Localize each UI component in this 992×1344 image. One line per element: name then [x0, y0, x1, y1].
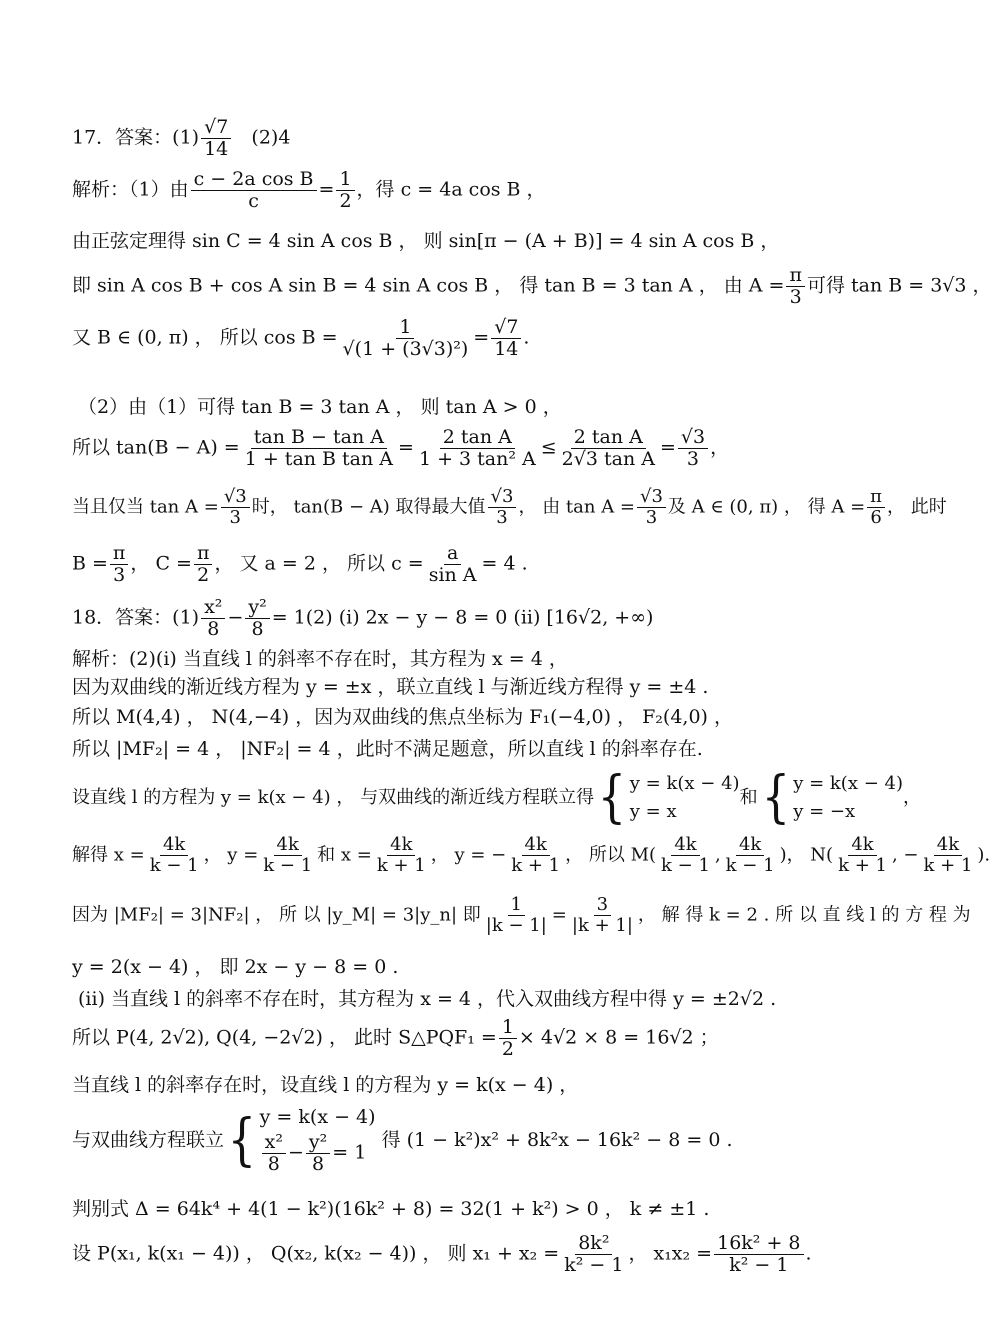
- fraction: $\frac{\text{2 tan A}}{\text{1 + 3 tan² A}}$: [418, 426, 536, 470]
- q18-line-8: y = 2(x − 4) ， 即 2x − y − 8 = 0 .: [72, 956, 399, 978]
- q17-line-7: 当且仅当 tan A = $\frac{√3}{3}$ 时， tan(B − A) 取得最大值 $\frac{√3}{3}$ ， 由 tan A = $\frac{√3}{3}$ 及 A ∈ (0, π) ， 得 A = $\frac{\pi}{6}$ ， 此时: [72, 486, 947, 528]
- fraction: $\frac{√7}{14}$: [491, 318, 521, 359]
- fraction: $\frac{√3}{3}$: [221, 488, 250, 527]
- fraction: $\frac{1}{2}$: [336, 170, 354, 211]
- fraction: $\frac{\text{8k²}}{\text{k² − 1}}$: [564, 1232, 624, 1276]
- q17-line-4: 又 B ∈ (0, π) ， 所以 cos B = $\frac{1}{\text{√(1 + (3√3)²)}}$ = $\frac{√7}{14}$ .: [72, 316, 530, 360]
- q18-line-3: 所以 M(4,4) ， N(4,−4) ，因为双曲线的焦点坐标为 F₁(−4,0) ， F₂(4,0) ，: [72, 706, 734, 728]
- fraction: $\frac{\text{c − 2a cos B}}{c}$: [191, 170, 317, 211]
- q18-line-12: 与双曲线方程联立 { y = k(x − 4) $\frac{\text{x²}}{8}$ − $\frac{\text{y²}}{8}$ = 1 得 (1 − k²)x² + 8k²x − 16k² − 8 = 0 .: [72, 1106, 733, 1175]
- q18-line-1: 解析：(2)(i) 当直线 l 的斜率不存在时，其方程为 x = 4 ，: [72, 648, 568, 670]
- fraction: $\frac{√3}{3}$: [488, 488, 517, 527]
- fraction: $\frac{\text{x²}}{8}$: [262, 1133, 286, 1174]
- fraction: $\frac{a}{\text{sin A}}$: [428, 542, 477, 586]
- fraction: $\frac{1}{|k - 1|}$: [485, 894, 547, 936]
- q18-line-2: 因为双曲线的渐近线方程为 y = ±x ，联立直线 l 与渐近线方程得 y = ±4 .: [72, 676, 709, 698]
- equation-system: { y = k(x − 4) y = x: [597, 765, 740, 830]
- fraction: $\frac{√3}{3}$: [678, 428, 708, 469]
- fraction: $\frac{\text{tan B − tan A}}{\text{1 + tan B tan A}}$: [244, 426, 394, 470]
- fraction: $\frac{4k}{k - 1}$: [661, 834, 710, 876]
- fraction: $\frac{\text{y²}}{8}$: [245, 598, 269, 639]
- fraction: $\frac{√3}{3}$: [637, 488, 666, 527]
- fraction: $\frac{\text{y²}}{8}$: [306, 1133, 330, 1174]
- fraction: $\frac{4k}{k + 1}$: [923, 834, 973, 876]
- q18-line-9: (ii) 当直线 l 的斜率不存在时，其方程为 x = 4 ，代入双曲线方程中得 y = ±2√2 .: [78, 988, 777, 1010]
- fraction: $\frac{√7}{14}$: [201, 118, 231, 159]
- fraction: $\frac{\text{16k² + 8}}{\text{k² − 1}}$: [714, 1234, 803, 1275]
- q18-line-7: 因为 |MF₂| = 3|NF₂| ， 所 以 |y_M| = 3|y_n| 即 $\frac{1}{|k - 1|}$ = $\frac{3}{|k + 1|}$ ， 解 得 k = 2 . 所 以 直 线 l 的 方 程 为: [72, 894, 971, 936]
- equation-system: { y = k(x − 4) $\frac{\text{x²}}{8}$ − $\frac{\text{y²}}{8}$ = 1: [227, 1106, 376, 1175]
- fraction: $\frac{\pi}{2}$: [194, 544, 213, 585]
- fraction: $\frac{\pi}{3}$: [110, 544, 129, 585]
- q17-line-1: 解析：（1）由 $\frac{\text{c − 2a cos B}}{c}$ = $\frac{1}{2}$ ，得 c = 4a cos B ，: [72, 168, 546, 212]
- left-brace: {: [761, 765, 790, 830]
- equation-system: { y = k(x − 4) y = −x: [761, 765, 903, 830]
- q18-answer-line: 18．答案：(1) $\frac{\text{x²}}{8}$ − $\frac{\text{y²}}{8}$ = 1(2) (i) 2x − y − 8 = 0 (ii) [16√2, +∞): [72, 596, 654, 640]
- fraction: $\frac{1}{\text{√(1 + (3√3)²)}}$: [342, 316, 469, 360]
- q17-answer-line: 17．答案：(1) $\frac{√7}{14}$ (2)4: [72, 116, 291, 160]
- fraction: $\frac{4k}{k + 1}$: [376, 834, 426, 876]
- left-brace: {: [597, 765, 627, 830]
- q18-line-13: 判别式 Δ = 64k⁴ + 4(1 − k²)(16k² + 8) = 32(1 + k²) > 0 ， k ≠ ±1 .: [72, 1198, 710, 1220]
- q17-line-3: 即 sin A cos B + cos A sin B = 4 sin A cos B ， 得 tan B = 3 tan A ， 由 A = $\frac{\pi}{3}$ 可得 tan B = 3√3 ，: [72, 264, 992, 308]
- q17-line-8: B = $\frac{\pi}{3}$ ， C = $\frac{\pi}{2}$ ， 又 a = 2 ， 所以 c = $\frac{a}{\text{sin A}}$ = 4 .: [72, 542, 528, 586]
- fraction: $\frac{4k}{k - 1}$: [263, 834, 313, 876]
- q18-line-6: 解得 x = $\frac{4k}{k - 1}$ ， y = $\frac{4k}{k - 1}$ 和 x = $\frac{4k}{k + 1}$ ， y = − $\frac{4k}{k + 1}$ ， 所以 M( $\frac{4k}{k - 1}$ , $\frac{4k}{k - 1}$ )， N( $\frac{4k}{k + 1}$ , − $\frac{4k}{k + 1}$ ).: [72, 834, 991, 876]
- fraction: $\frac{4k}{k - 1}$: [149, 834, 199, 876]
- left-brace: {: [227, 1108, 257, 1173]
- q18-line-4: 所以 |MF₂| = 4 ， |NF₂| = 4 ，此时不满足题意，所以直线 l 的斜率存在.: [72, 738, 703, 760]
- fraction: $\frac{3}{|k + 1|}$: [571, 894, 633, 936]
- q18-line-11: 当直线 l 的斜率存在时，设直线 l 的方程为 y = k(x − 4) ，: [72, 1074, 579, 1096]
- q17-line-5: （2）由（1）可得 tan B = 3 tan A ， 则 tan A > 0 ，: [78, 396, 562, 418]
- fraction: $\frac{\text{2 tan A}}{\text{2√3 tan A}}$: [561, 426, 655, 470]
- q17-line-6: 所以 tan(B − A) = $\frac{\text{tan B − tan A}}{\text{1 + tan B tan A}}$ = $\frac{\text{2 tan A}}{\text{1 + 3 tan² A}}$ ≤ $\frac{\text{2 tan A}}{\text{2√3 tan A}}$ = $\frac{√3}{3}$ ，: [72, 426, 730, 470]
- fraction: $\frac{\pi}{6}$: [867, 488, 885, 527]
- fraction: $\frac{4k}{k - 1}$: [725, 834, 775, 876]
- q18-line-5: 设直线 l 的方程为 y = k(x − 4) ， 与双曲线的渐近线方程联立得 { y = k(x − 4) y = x 和 { y = k(x − 4) y = −x ，: [72, 765, 921, 830]
- q18-line-14: 设 P(x₁, k(x₁ − 4)) ， Q(x₂, k(x₂ − 4)) ， 则 x₁ + x₂ = $\frac{\text{8k²}}{\text{k² − 1}}$ ， x₁x₂ = $\frac{\text{16k² + 8}}{\text{k² − 1}}$ .: [72, 1232, 812, 1276]
- fraction: $\frac{\text{x²}}{8}$: [201, 598, 225, 639]
- fraction: $\frac{1}{2}$: [499, 1018, 517, 1059]
- fraction: $\frac{\pi}{3}$: [786, 266, 805, 307]
- q17-line-2: 由正弦定理得 sin C = 4 sin A cos B ， 则 sin[π − (A + B)] = 4 sin A cos B ，: [72, 230, 780, 252]
- q18-line-10: 所以 P(4, 2√2), Q(4, −2√2) ， 此时 S△PQF₁ = $\frac{1}{2}$ × 4√2 × 8 = 16√2 ；: [72, 1016, 719, 1060]
- fraction: $\frac{4k}{k + 1}$: [838, 834, 887, 876]
- fraction: $\frac{4k}{k + 1}$: [511, 834, 561, 876]
